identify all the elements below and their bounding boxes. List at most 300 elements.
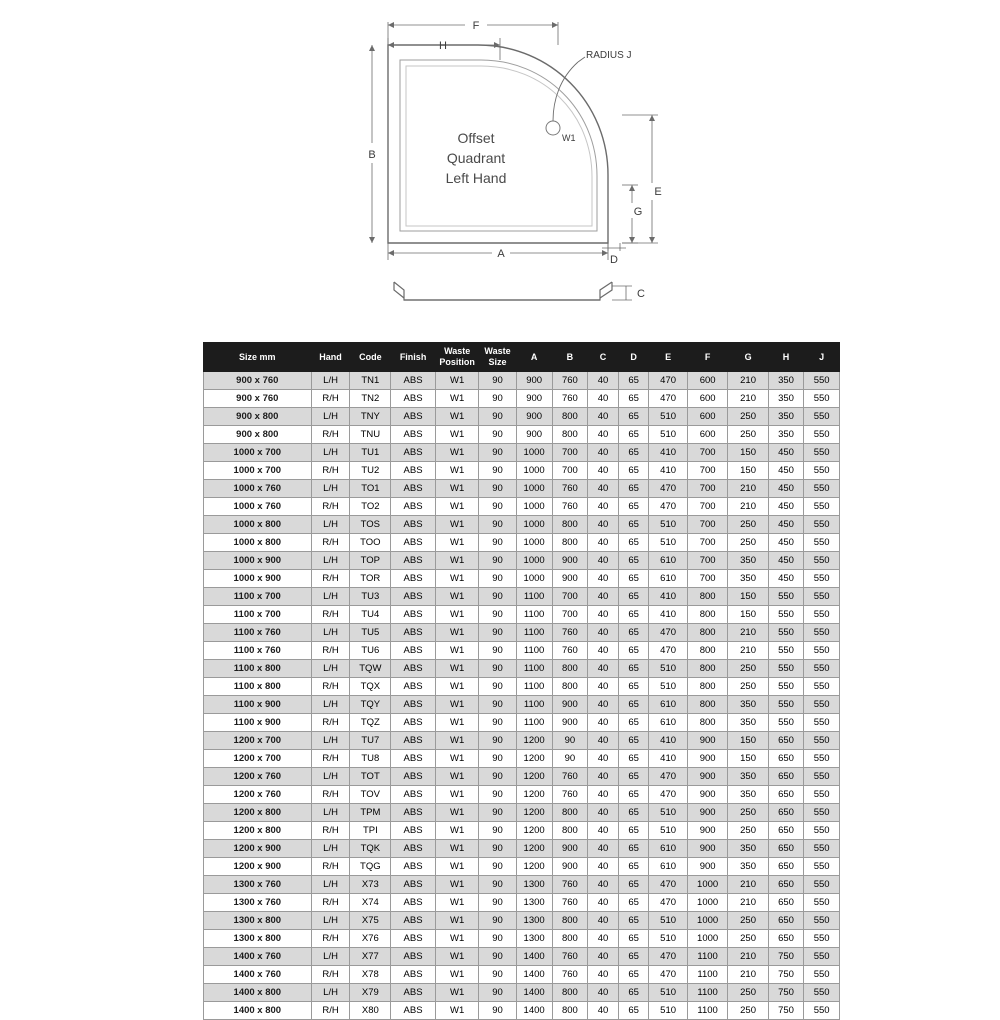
cell-e: 510: [649, 408, 687, 426]
cell-size-mm: 1100 x 900: [204, 714, 312, 732]
cell-finish: ABS: [391, 552, 436, 570]
cell-j: 550: [804, 786, 840, 804]
column-header-finish: Finish: [391, 343, 436, 372]
cell-g: 150: [728, 462, 768, 480]
table-row: [204, 462, 840, 480]
cell-h: 450: [768, 552, 804, 570]
cell-h: 650: [768, 804, 804, 822]
cell-f: 1100: [687, 1002, 728, 1020]
cell-waste-size: 90: [479, 642, 516, 660]
cell-b: 900: [552, 714, 588, 732]
cell-finish: ABS: [391, 462, 436, 480]
cell-f: 700: [687, 516, 728, 534]
cell-e: 410: [649, 732, 687, 750]
dimension-label-g: G: [633, 206, 643, 218]
cell-h: 650: [768, 750, 804, 768]
cell-f: 600: [687, 372, 728, 390]
cell-b: 800: [552, 984, 588, 1002]
cell-h: 450: [768, 444, 804, 462]
cell-b: 760: [552, 624, 588, 642]
cell-d: 65: [618, 948, 649, 966]
cell-waste-position: W1: [435, 642, 478, 660]
cell-c: 40: [588, 1002, 619, 1020]
cell-d: 65: [618, 894, 649, 912]
cell-e: 510: [649, 984, 687, 1002]
cell-a: 1400: [516, 1002, 552, 1020]
dimension-label-d: D: [610, 254, 618, 266]
cell-e: 470: [649, 390, 687, 408]
cell-size-mm: 900 x 800: [204, 408, 312, 426]
cell-j: 550: [804, 732, 840, 750]
cell-waste-position: W1: [435, 876, 478, 894]
cell-b: 700: [552, 462, 588, 480]
column-header-d: D: [618, 343, 649, 372]
cell-f: 600: [687, 408, 728, 426]
cell-f: 700: [687, 570, 728, 588]
cell-j: 550: [804, 822, 840, 840]
cell-hand: L/H: [311, 840, 350, 858]
cell-code: X75: [350, 912, 391, 930]
cell-c: 40: [588, 768, 619, 786]
table-row: [204, 660, 840, 678]
cell-j: 550: [804, 606, 840, 624]
cell-g: 210: [728, 498, 768, 516]
cell-f: 700: [687, 444, 728, 462]
cell-size-mm: 1000 x 700: [204, 444, 312, 462]
cell-code: TPI: [350, 822, 391, 840]
cell-b: 800: [552, 660, 588, 678]
cell-b: 800: [552, 426, 588, 444]
cell-g: 250: [728, 804, 768, 822]
cell-finish: ABS: [391, 1002, 436, 1020]
waste-hole: [546, 121, 560, 135]
cell-code: TU2: [350, 462, 391, 480]
cell-finish: ABS: [391, 408, 436, 426]
cell-j: 550: [804, 840, 840, 858]
cell-b: 90: [552, 750, 588, 768]
cell-e: 470: [649, 768, 687, 786]
cell-size-mm: 1200 x 900: [204, 840, 312, 858]
cell-code: TU3: [350, 588, 391, 606]
cell-a: 1100: [516, 660, 552, 678]
cell-size-mm: 1400 x 760: [204, 948, 312, 966]
cell-size-mm: 1100 x 700: [204, 606, 312, 624]
column-header-c: C: [588, 343, 619, 372]
table-row: [204, 1002, 840, 1020]
specification-table-container: [203, 342, 840, 1020]
cell-g: 250: [728, 408, 768, 426]
cell-code: TU1: [350, 444, 391, 462]
cell-waste-size: 90: [479, 984, 516, 1002]
table-row: [204, 966, 840, 984]
cell-finish: ABS: [391, 516, 436, 534]
table-row: [204, 588, 840, 606]
cell-e: 510: [649, 822, 687, 840]
cell-g: 250: [728, 516, 768, 534]
cell-b: 800: [552, 1002, 588, 1020]
cell-waste-size: 90: [479, 1002, 516, 1020]
cell-hand: L/H: [311, 876, 350, 894]
cell-waste-size: 90: [479, 426, 516, 444]
cell-code: X78: [350, 966, 391, 984]
cell-f: 1100: [687, 966, 728, 984]
cell-h: 450: [768, 516, 804, 534]
cell-d: 65: [618, 426, 649, 444]
cell-finish: ABS: [391, 750, 436, 768]
cell-waste-size: 90: [479, 498, 516, 516]
cell-waste-position: W1: [435, 786, 478, 804]
cell-j: 550: [804, 534, 840, 552]
table-row: [204, 840, 840, 858]
cell-c: 40: [588, 840, 619, 858]
cell-waste-position: W1: [435, 1002, 478, 1020]
cell-code: TN2: [350, 390, 391, 408]
cell-finish: ABS: [391, 570, 436, 588]
cell-size-mm: 1100 x 700: [204, 588, 312, 606]
cell-hand: L/H: [311, 732, 350, 750]
tray-title-line-2: Quadrant: [446, 150, 506, 166]
cell-b: 760: [552, 948, 588, 966]
cell-d: 65: [618, 642, 649, 660]
table-row: [204, 480, 840, 498]
cell-d: 65: [618, 912, 649, 930]
cell-c: 40: [588, 912, 619, 930]
cell-waste-size: 90: [479, 804, 516, 822]
cell-finish: ABS: [391, 948, 436, 966]
cell-hand: R/H: [311, 894, 350, 912]
cell-waste-size: 90: [479, 948, 516, 966]
cell-h: 550: [768, 678, 804, 696]
cell-waste-size: 90: [479, 534, 516, 552]
cell-code: TN1: [350, 372, 391, 390]
cell-h: 650: [768, 876, 804, 894]
cell-h: 550: [768, 714, 804, 732]
table-row: [204, 534, 840, 552]
cell-size-mm: 1000 x 900: [204, 552, 312, 570]
cell-code: TOV: [350, 786, 391, 804]
cell-hand: R/H: [311, 534, 350, 552]
cell-a: 1000: [516, 498, 552, 516]
cell-code: TQG: [350, 858, 391, 876]
cell-code: TQW: [350, 660, 391, 678]
cell-g: 350: [728, 714, 768, 732]
cell-j: 550: [804, 480, 840, 498]
cell-b: 800: [552, 822, 588, 840]
cell-j: 550: [804, 570, 840, 588]
cell-h: 650: [768, 930, 804, 948]
cell-e: 610: [649, 714, 687, 732]
dimension-label-e: E: [654, 186, 662, 198]
table-row: [204, 984, 840, 1002]
cell-f: 1000: [687, 876, 728, 894]
cell-b: 760: [552, 498, 588, 516]
cell-b: 760: [552, 642, 588, 660]
cell-hand: L/H: [311, 660, 350, 678]
cell-j: 550: [804, 696, 840, 714]
cell-d: 65: [618, 534, 649, 552]
cell-d: 65: [618, 444, 649, 462]
table-row: [204, 624, 840, 642]
cell-a: 1000: [516, 552, 552, 570]
cell-hand: L/H: [311, 948, 350, 966]
dimension-label-b: B: [368, 149, 376, 161]
cell-h: 550: [768, 606, 804, 624]
cell-d: 65: [618, 570, 649, 588]
cell-b: 800: [552, 516, 588, 534]
cell-waste-size: 90: [479, 840, 516, 858]
cell-waste-size: 90: [479, 732, 516, 750]
table-row: [204, 498, 840, 516]
cell-waste-position: W1: [435, 498, 478, 516]
cell-code: TOO: [350, 534, 391, 552]
cell-e: 510: [649, 426, 687, 444]
cell-e: 610: [649, 552, 687, 570]
cell-waste-size: 90: [479, 876, 516, 894]
cell-j: 550: [804, 876, 840, 894]
cell-j: 550: [804, 714, 840, 732]
column-header-waste-size: Waste Size: [479, 343, 516, 372]
cell-c: 40: [588, 948, 619, 966]
dimension-d: [602, 243, 626, 251]
cell-size-mm: 1000 x 760: [204, 498, 312, 516]
cell-h: 650: [768, 858, 804, 876]
cell-g: 250: [728, 822, 768, 840]
cell-a: 1100: [516, 678, 552, 696]
table-row: [204, 876, 840, 894]
cell-a: 1400: [516, 984, 552, 1002]
cell-waste-position: W1: [435, 696, 478, 714]
cell-h: 350: [768, 372, 804, 390]
cell-b: 700: [552, 444, 588, 462]
cell-f: 800: [687, 714, 728, 732]
cell-size-mm: 1100 x 800: [204, 660, 312, 678]
cell-a: 1200: [516, 858, 552, 876]
column-header-a: A: [516, 343, 552, 372]
cell-c: 40: [588, 966, 619, 984]
cell-waste-position: W1: [435, 480, 478, 498]
cell-j: 550: [804, 498, 840, 516]
cell-f: 800: [687, 624, 728, 642]
column-header-hand: Hand: [311, 343, 350, 372]
cell-j: 550: [804, 912, 840, 930]
cell-f: 900: [687, 750, 728, 768]
cell-f: 700: [687, 480, 728, 498]
cell-g: 350: [728, 768, 768, 786]
cell-waste-size: 90: [479, 768, 516, 786]
cell-c: 40: [588, 822, 619, 840]
cell-waste-size: 90: [479, 516, 516, 534]
cell-h: 550: [768, 642, 804, 660]
cell-f: 1000: [687, 930, 728, 948]
cell-code: X80: [350, 1002, 391, 1020]
cell-finish: ABS: [391, 966, 436, 984]
cell-a: 1200: [516, 840, 552, 858]
cell-d: 65: [618, 714, 649, 732]
cell-hand: L/H: [311, 912, 350, 930]
cell-size-mm: 1000 x 700: [204, 462, 312, 480]
cell-waste-size: 90: [479, 930, 516, 948]
cell-a: 1200: [516, 750, 552, 768]
cell-g: 210: [728, 876, 768, 894]
table-row: [204, 678, 840, 696]
cell-f: 700: [687, 498, 728, 516]
table-row: [204, 444, 840, 462]
cell-waste-position: W1: [435, 408, 478, 426]
cell-j: 550: [804, 894, 840, 912]
cell-finish: ABS: [391, 768, 436, 786]
cell-h: 650: [768, 912, 804, 930]
cell-c: 40: [588, 984, 619, 1002]
cell-g: 150: [728, 732, 768, 750]
cell-b: 900: [552, 570, 588, 588]
cell-a: 1000: [516, 480, 552, 498]
cell-a: 900: [516, 426, 552, 444]
cell-size-mm: 900 x 760: [204, 390, 312, 408]
cell-d: 65: [618, 984, 649, 1002]
cell-finish: ABS: [391, 876, 436, 894]
table-row: [204, 390, 840, 408]
cell-a: 1300: [516, 930, 552, 948]
cell-f: 700: [687, 552, 728, 570]
cell-e: 510: [649, 804, 687, 822]
cell-b: 90: [552, 732, 588, 750]
cell-waste-position: W1: [435, 462, 478, 480]
cell-d: 65: [618, 372, 649, 390]
cell-size-mm: 1200 x 800: [204, 822, 312, 840]
cell-size-mm: 1200 x 700: [204, 732, 312, 750]
column-header-code: Code: [350, 343, 391, 372]
cell-finish: ABS: [391, 606, 436, 624]
cell-h: 550: [768, 660, 804, 678]
cell-j: 550: [804, 444, 840, 462]
cell-a: 1400: [516, 966, 552, 984]
cell-c: 40: [588, 570, 619, 588]
cell-h: 450: [768, 462, 804, 480]
cell-a: 1100: [516, 588, 552, 606]
cell-a: 1200: [516, 768, 552, 786]
cell-c: 40: [588, 678, 619, 696]
cell-a: 1000: [516, 516, 552, 534]
cell-size-mm: 1200 x 800: [204, 804, 312, 822]
cell-size-mm: 1100 x 800: [204, 678, 312, 696]
cell-waste-position: W1: [435, 444, 478, 462]
cell-hand: R/H: [311, 822, 350, 840]
table-row: [204, 372, 840, 390]
cell-hand: R/H: [311, 966, 350, 984]
cell-waste-size: 90: [479, 408, 516, 426]
cell-code: TNY: [350, 408, 391, 426]
cell-code: X74: [350, 894, 391, 912]
cell-b: 800: [552, 534, 588, 552]
cell-waste-position: W1: [435, 822, 478, 840]
cell-d: 65: [618, 1002, 649, 1020]
cell-j: 550: [804, 552, 840, 570]
column-header-h: H: [768, 343, 804, 372]
cell-a: 1000: [516, 462, 552, 480]
cell-finish: ABS: [391, 714, 436, 732]
cell-code: TO2: [350, 498, 391, 516]
cell-h: 750: [768, 984, 804, 1002]
cell-waste-position: W1: [435, 660, 478, 678]
cell-finish: ABS: [391, 822, 436, 840]
cell-code: TOR: [350, 570, 391, 588]
cell-code: TU7: [350, 732, 391, 750]
table-row: [204, 732, 840, 750]
cell-g: 250: [728, 912, 768, 930]
cell-d: 65: [618, 408, 649, 426]
cell-h: 350: [768, 408, 804, 426]
cell-g: 350: [728, 570, 768, 588]
cell-j: 550: [804, 1002, 840, 1020]
cell-g: 350: [728, 786, 768, 804]
cell-finish: ABS: [391, 804, 436, 822]
cell-waste-position: W1: [435, 624, 478, 642]
cell-waste-position: W1: [435, 534, 478, 552]
tray-title-line-3: Left Hand: [445, 170, 507, 186]
cell-d: 65: [618, 966, 649, 984]
cell-f: 800: [687, 696, 728, 714]
cell-g: 210: [728, 948, 768, 966]
cell-waste-size: 90: [479, 966, 516, 984]
cell-waste-position: W1: [435, 840, 478, 858]
cell-waste-position: W1: [435, 984, 478, 1002]
cell-finish: ABS: [391, 372, 436, 390]
cell-b: 800: [552, 804, 588, 822]
cell-hand: R/H: [311, 426, 350, 444]
cell-b: 760: [552, 966, 588, 984]
cell-f: 900: [687, 732, 728, 750]
cell-finish: ABS: [391, 660, 436, 678]
cell-d: 65: [618, 660, 649, 678]
cell-c: 40: [588, 786, 619, 804]
dimension-label-h: H: [439, 40, 447, 52]
cell-waste-position: W1: [435, 372, 478, 390]
cell-b: 760: [552, 768, 588, 786]
cell-e: 610: [649, 696, 687, 714]
cell-d: 65: [618, 606, 649, 624]
cell-e: 470: [649, 876, 687, 894]
cell-h: 450: [768, 570, 804, 588]
cell-finish: ABS: [391, 858, 436, 876]
cell-hand: L/H: [311, 804, 350, 822]
cell-finish: ABS: [391, 480, 436, 498]
cell-code: TOT: [350, 768, 391, 786]
cell-f: 800: [687, 678, 728, 696]
cell-waste-size: 90: [479, 570, 516, 588]
cell-d: 65: [618, 516, 649, 534]
cell-e: 470: [649, 966, 687, 984]
cell-e: 610: [649, 858, 687, 876]
cell-code: TU5: [350, 624, 391, 642]
cell-finish: ABS: [391, 624, 436, 642]
cell-f: 1100: [687, 948, 728, 966]
column-header-e: E: [649, 343, 687, 372]
cell-code: TQX: [350, 678, 391, 696]
cell-waste-size: 90: [479, 606, 516, 624]
cell-j: 550: [804, 858, 840, 876]
cell-c: 40: [588, 714, 619, 732]
cell-d: 65: [618, 840, 649, 858]
cell-h: 650: [768, 840, 804, 858]
cell-size-mm: 1200 x 760: [204, 768, 312, 786]
cell-code: X73: [350, 876, 391, 894]
cell-code: TOP: [350, 552, 391, 570]
cell-waste-size: 90: [479, 588, 516, 606]
dimension-e: [622, 115, 658, 243]
cell-hand: L/H: [311, 372, 350, 390]
cell-a: 1000: [516, 534, 552, 552]
cell-b: 800: [552, 930, 588, 948]
